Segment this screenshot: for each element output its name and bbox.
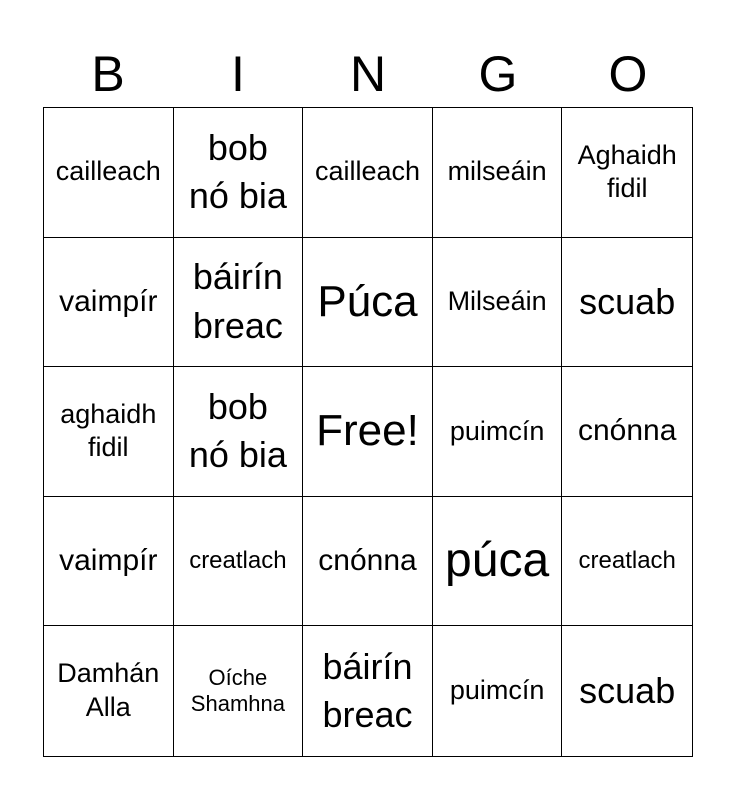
bingo-cell[interactable] — [174, 626, 304, 756]
bingo-cell[interactable] — [44, 367, 174, 497]
bingo-cell-text: Aghaidh — [577, 139, 677, 170]
bingo-cell[interactable] — [303, 497, 433, 627]
bingo-cell[interactable] — [562, 238, 692, 368]
bingo-cell-text: vaimpír — [59, 284, 158, 318]
bingo-cell[interactable] — [433, 367, 563, 497]
header-letter-g: G — [478, 46, 518, 102]
bingo-cell-text: Shamhna — [190, 691, 285, 717]
bingo-cell-text: bob — [207, 385, 268, 427]
bingo-cell-text: scuab — [579, 669, 676, 711]
bingo-cell-text: Alla — [85, 692, 131, 723]
bingo-cell[interactable] — [562, 108, 692, 238]
bingo-cell[interactable] — [433, 238, 563, 368]
bingo-cell-text: báirín — [192, 256, 283, 298]
bingo-cell-text: Damhán — [57, 658, 160, 689]
bingo-cell-text: milseáin — [447, 156, 547, 187]
bingo-board — [43, 107, 693, 757]
bingo-cell-text: púca — [445, 533, 550, 587]
bingo-cell-text: báirín — [322, 645, 413, 687]
bingo-cell[interactable] — [44, 497, 174, 627]
bingo-cell[interactable] — [303, 108, 433, 238]
bingo-cell-text: nó bia — [188, 434, 287, 476]
bingo-cell[interactable] — [433, 108, 563, 238]
bingo-cell-text: nó bia — [188, 175, 287, 217]
bingo-cell-text: fidil — [88, 432, 129, 463]
bingo-cell[interactable] — [174, 367, 304, 497]
bingo-cell-text: breac — [192, 304, 283, 346]
bingo-cell[interactable] — [303, 238, 433, 368]
bingo-cell-text: Milseáin — [447, 286, 547, 317]
bingo-cell[interactable] — [562, 497, 692, 627]
header-letter-o: O — [608, 46, 648, 102]
bingo-cell-text: cnónna — [577, 414, 677, 448]
bingo-cell[interactable] — [174, 108, 304, 238]
bingo-cell-text: cnónna — [318, 544, 417, 578]
bingo-cell-text: aghaidh — [60, 398, 157, 429]
bingo-cell-text: cailleach — [314, 156, 421, 187]
bingo-cell-text: Free! — [316, 406, 419, 456]
bingo-cell-text: cailleach — [55, 156, 161, 187]
bingo-header — [43, 40, 693, 108]
bingo-cell-text: breac — [322, 694, 413, 736]
bingo-cell[interactable] — [44, 108, 174, 238]
bingo-cell[interactable] — [44, 626, 174, 756]
bingo-cell-text: creatlach — [578, 546, 676, 574]
bingo-cell-text: creatlach — [189, 546, 287, 574]
bingo-cell[interactable] — [303, 367, 433, 497]
bingo-cell[interactable] — [44, 238, 174, 368]
bingo-cell-text: Oíche — [208, 665, 268, 691]
bingo-cell-text: fidil — [606, 173, 648, 204]
bingo-cell[interactable] — [174, 238, 304, 368]
bingo-cell[interactable] — [433, 497, 563, 627]
bingo-cell[interactable] — [303, 626, 433, 756]
bingo-cell-text: Púca — [317, 276, 418, 326]
bingo-cell[interactable] — [562, 367, 692, 497]
bingo-cell[interactable] — [433, 626, 563, 756]
bingo-cell-text: bob — [207, 126, 268, 168]
bingo-cell-text: scuab — [579, 280, 676, 322]
header-letter-b: B — [91, 46, 125, 102]
bingo-cell-text: puimcín — [449, 675, 545, 706]
bingo-cell-text: vaimpír — [59, 544, 158, 578]
header-letter-i: I — [231, 46, 245, 102]
bingo-cell-text: puimcín — [449, 415, 545, 446]
bingo-cell[interactable] — [174, 497, 304, 627]
header-letter-n: N — [349, 46, 387, 102]
bingo-cell[interactable] — [562, 626, 692, 756]
